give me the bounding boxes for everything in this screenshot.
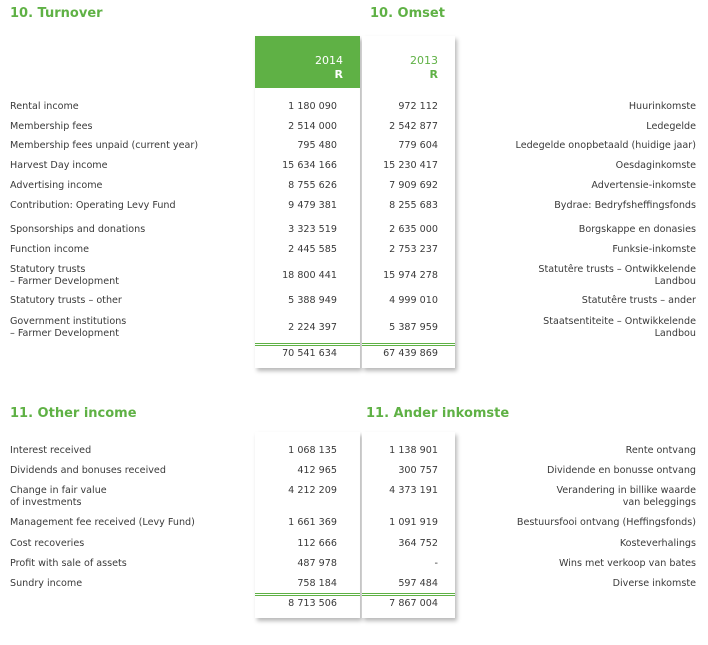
row-label-af bbox=[517, 517, 696, 529]
row-value-2013: 972 112 bbox=[398, 101, 438, 112]
row-label-en bbox=[10, 517, 195, 529]
row-value-2013: 597 484 bbox=[398, 578, 438, 589]
row-label-af bbox=[591, 180, 696, 192]
row-label-af bbox=[612, 244, 696, 256]
row-label-en-line1: Profit with sale of assets bbox=[10, 558, 127, 569]
row-label-en bbox=[10, 578, 82, 590]
row-value-2014: 487 978 bbox=[297, 558, 337, 569]
row-value-2013: 4 373 191 bbox=[389, 485, 438, 496]
row-label-en-line1: Government institutions bbox=[10, 316, 127, 327]
row-value-2013: 5 387 959 bbox=[389, 322, 438, 333]
row-label-af bbox=[620, 538, 696, 550]
row-label-en bbox=[10, 160, 108, 172]
row-label-en-line1: Statutory trusts bbox=[10, 264, 86, 275]
row-label-af-line1: Borgskappe en donasies bbox=[578, 224, 696, 235]
row-value-2014: 2 514 000 bbox=[288, 121, 337, 132]
row-label-af bbox=[582, 295, 696, 307]
row-value-2013: 1 138 901 bbox=[389, 445, 438, 456]
row-label-en-line1: Statutory trusts – other bbox=[10, 295, 122, 306]
year-2013-label: 2013 bbox=[410, 54, 438, 67]
row-value-2013: 8 255 683 bbox=[389, 200, 438, 211]
row-value-2014: 2 224 397 bbox=[288, 322, 337, 333]
turnover-total-rule-2014b bbox=[255, 345, 360, 346]
row-value-2014: 18 800 441 bbox=[282, 270, 337, 281]
other-total-rule-2013 bbox=[362, 593, 455, 594]
row-label-af bbox=[543, 316, 696, 340]
column-header-2014 bbox=[255, 36, 360, 88]
row-value-2014: 15 634 166 bbox=[282, 160, 337, 171]
row-label-en bbox=[10, 200, 176, 212]
other-income-total-2014: 8 713 506 bbox=[288, 598, 337, 609]
row-label-af-line1: Advertensie-inkomste bbox=[591, 180, 696, 191]
other-income-heading-af: 11. Ander inkomste bbox=[366, 406, 510, 421]
row-label-af bbox=[538, 264, 696, 288]
turnover-total-2013: 67 439 869 bbox=[383, 348, 438, 359]
row-label-en bbox=[10, 264, 119, 288]
currency-label: R bbox=[334, 68, 343, 81]
row-label-en bbox=[10, 121, 93, 133]
row-label-en-line1: Cost recoveries bbox=[10, 538, 85, 549]
row-value-2013: 7 909 692 bbox=[389, 180, 438, 191]
row-value-2014: 412 965 bbox=[297, 465, 337, 476]
row-value-2014: 1 068 135 bbox=[288, 445, 337, 456]
row-label-af-line1: Rente ontvang bbox=[625, 445, 696, 456]
row-label-af-line1: Statutêre trusts – ander bbox=[581, 295, 696, 306]
other-income-heading-en: 11. Other income bbox=[10, 406, 137, 421]
row-label-af-line2: Landbou bbox=[654, 328, 696, 339]
row-label-af bbox=[579, 224, 696, 236]
row-label-en bbox=[10, 295, 122, 307]
row-label-en bbox=[10, 558, 127, 570]
row-label-af bbox=[646, 121, 696, 133]
row-label-en bbox=[10, 465, 166, 477]
row-label-af-line1: Diverse inkomste bbox=[612, 578, 696, 589]
row-value-2013: 2 635 000 bbox=[389, 224, 438, 235]
row-label-af bbox=[629, 101, 696, 113]
row-value-2014: 8 755 626 bbox=[288, 180, 337, 191]
row-value-2013: 4 999 010 bbox=[389, 295, 438, 306]
row-label-en bbox=[10, 180, 102, 192]
row-label-en-line1: Sponsorships and donations bbox=[10, 224, 146, 235]
row-label-af-line1: Wins met verkoop van bates bbox=[558, 558, 696, 569]
other-total-rule-2013b bbox=[362, 595, 455, 596]
turnover-total-rule-2014 bbox=[255, 343, 360, 344]
currency-label: R bbox=[429, 68, 438, 81]
row-label-en-line1: Interest received bbox=[10, 445, 92, 456]
row-label-af bbox=[613, 578, 696, 590]
row-label-en-line1: Change in fair value bbox=[10, 485, 107, 496]
turnover-total-rule-2013b bbox=[362, 345, 455, 346]
row-label-en-line2: – Farmer Development bbox=[10, 276, 119, 287]
row-label-af-line2: Landbou bbox=[654, 276, 696, 287]
row-label-en bbox=[10, 445, 91, 457]
row-label-af-line2: van beleggings bbox=[622, 497, 696, 508]
row-label-en-line1: Sundry income bbox=[10, 578, 83, 589]
row-label-en-line1: Harvest Day income bbox=[10, 160, 108, 171]
row-label-af-line1: Oesdaginkomste bbox=[615, 160, 696, 171]
row-value-2013: 1 091 919 bbox=[389, 517, 438, 528]
row-value-2013: 2 753 237 bbox=[389, 244, 438, 255]
row-value-2013: 15 230 417 bbox=[383, 160, 438, 171]
row-value-2014: 9 479 381 bbox=[288, 200, 337, 211]
row-label-af bbox=[554, 200, 696, 212]
row-label-en-line1: Advertising income bbox=[10, 180, 103, 191]
row-label-af-line1: Dividende en bonusse ontvang bbox=[546, 465, 696, 476]
row-label-af-line1: Huurinkomste bbox=[628, 101, 696, 112]
row-value-2014: 112 666 bbox=[297, 538, 337, 549]
row-label-af-line1: Bydrae: Bedryfsheffingsfonds bbox=[554, 200, 696, 211]
row-value-2014: 5 388 949 bbox=[288, 295, 337, 306]
row-value-2014: 758 184 bbox=[297, 578, 337, 589]
row-label-af-line1: Statutêre trusts – Ontwikkelende bbox=[538, 264, 696, 275]
row-value-2013: 2 542 877 bbox=[389, 121, 438, 132]
row-label-af bbox=[626, 445, 696, 457]
row-label-en-line2: of investments bbox=[10, 497, 82, 508]
row-label-en-line1: Management fee received (Levy Fund) bbox=[10, 517, 195, 528]
row-label-af-line1: Bestuursfooi ontvang (Heffingsfonds) bbox=[516, 517, 696, 528]
row-label-af bbox=[616, 160, 696, 172]
row-label-af-line1: Kosteverhalings bbox=[619, 538, 696, 549]
row-label-af-line1: Funksie-inkomste bbox=[612, 244, 696, 255]
row-value-2014: 2 445 585 bbox=[288, 244, 337, 255]
row-label-en bbox=[10, 485, 107, 509]
row-label-en bbox=[10, 538, 84, 550]
row-value-2014: 3 323 519 bbox=[288, 224, 337, 235]
other-total-rule-2014 bbox=[255, 593, 360, 594]
row-value-2014: 1 661 369 bbox=[288, 517, 337, 528]
row-value-2013: - bbox=[434, 558, 438, 569]
row-value-2014: 4 212 209 bbox=[288, 485, 337, 496]
row-label-en bbox=[10, 224, 145, 236]
row-value-2013: 15 974 278 bbox=[383, 270, 438, 281]
row-label-af bbox=[547, 465, 696, 477]
row-label-af-line1: Verandering in billike waarde bbox=[556, 485, 696, 496]
row-label-en bbox=[10, 244, 89, 256]
row-label-af bbox=[556, 485, 696, 509]
row-label-en bbox=[10, 101, 79, 113]
row-label-en-line1: Function income bbox=[10, 244, 89, 255]
row-value-2013: 300 757 bbox=[398, 465, 438, 476]
row-label-en bbox=[10, 140, 198, 152]
row-label-af bbox=[516, 140, 696, 152]
column-header-2013 bbox=[362, 36, 455, 88]
row-label-af bbox=[559, 558, 696, 570]
row-label-en bbox=[10, 316, 126, 340]
row-value-2014: 795 480 bbox=[297, 140, 337, 151]
row-value-2013: 364 752 bbox=[398, 538, 438, 549]
turnover-heading-af: 10. Omset bbox=[370, 6, 445, 21]
row-value-2013: 779 604 bbox=[398, 140, 438, 151]
row-label-en-line1: Membership fees unpaid (current year) bbox=[10, 140, 199, 151]
other-income-total-2013: 7 867 004 bbox=[389, 598, 438, 609]
row-label-af-line1: Ledegelde onopbetaald (huidige jaar) bbox=[515, 140, 696, 151]
row-label-en-line1: Rental income bbox=[10, 101, 79, 112]
row-value-2014: 1 180 090 bbox=[288, 101, 337, 112]
turnover-total-rule-2013 bbox=[362, 343, 455, 344]
row-label-af-line1: Ledegelde bbox=[646, 121, 696, 132]
year-2014-label: 2014 bbox=[315, 54, 343, 67]
row-label-en-line1: Contribution: Operating Levy Fund bbox=[10, 200, 176, 211]
row-label-en-line1: Dividends and bonuses received bbox=[10, 465, 166, 476]
row-label-af-line1: Staatsentiteite – Ontwikkelende bbox=[543, 316, 696, 327]
turnover-heading-en: 10. Turnover bbox=[10, 6, 103, 21]
row-label-en-line2: – Farmer Development bbox=[10, 328, 119, 339]
row-label-en-line1: Membership fees bbox=[10, 121, 93, 132]
turnover-total-2014: 70 541 634 bbox=[282, 348, 337, 359]
other-total-rule-2014b bbox=[255, 595, 360, 596]
